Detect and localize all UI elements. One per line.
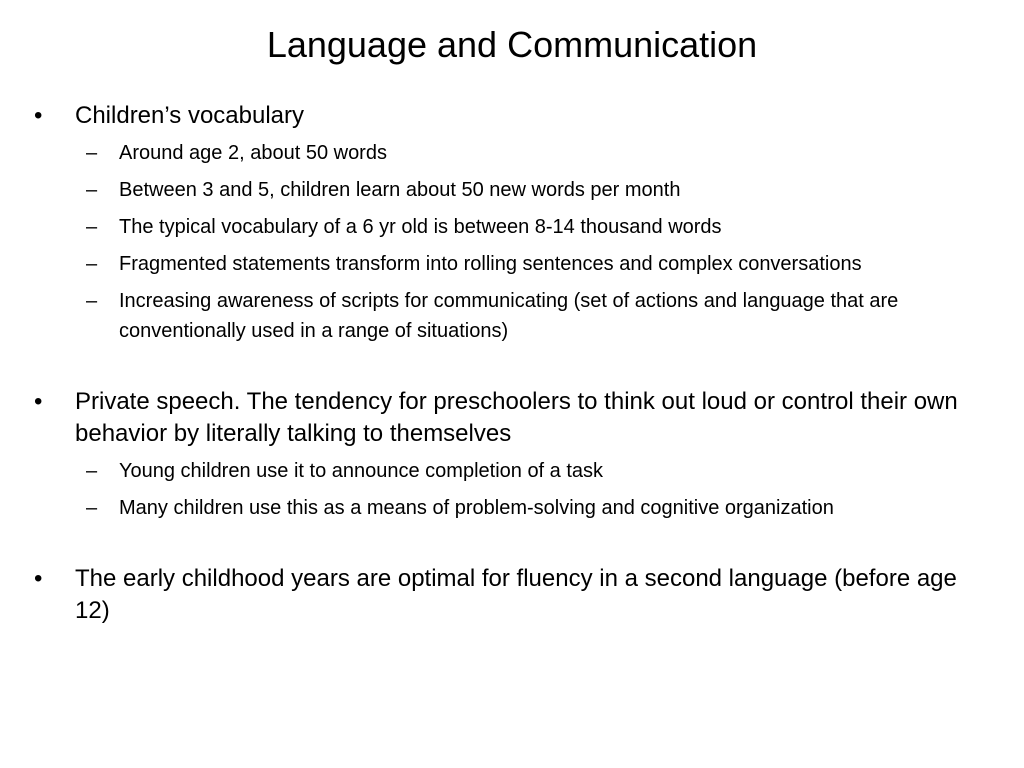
bullet-text: Children’s vocabulary — [75, 102, 305, 129]
sub-bullet-item — [34, 175, 984, 205]
sub-bullet-item — [34, 286, 984, 346]
spacer — [34, 523, 984, 563]
spacer — [34, 346, 984, 386]
bullet-text: The early childhood years are optimal for fluency in a second language (before age 12) — [75, 565, 957, 624]
sub-bullet-text: Around age 2, about 50 words — [119, 142, 387, 164]
sub-bullet-item — [34, 249, 984, 279]
sub-bullet-text: Increasing awareness of scripts for communicating (set of actions and language that are conventionally used in a range of situations) — [119, 290, 899, 342]
dash-glyph: – — [86, 142, 98, 164]
dash-glyph: – — [86, 216, 98, 238]
dash-glyph: – — [86, 460, 98, 482]
bullet-glyph: • — [34, 102, 43, 129]
bullet-glyph: • — [34, 388, 43, 415]
bullet-glyph: • — [34, 565, 43, 592]
dash-glyph: – — [86, 179, 98, 201]
sub-bullet-text: Between 3 and 5, children learn about 50 new words per month — [119, 179, 681, 201]
sub-bullet-item — [34, 212, 984, 242]
slide-body — [34, 100, 984, 627]
sub-bullet-text: Young children use it to announce completion of a task — [119, 460, 604, 482]
bullet-item — [34, 563, 984, 627]
sub-list — [34, 456, 984, 523]
bullet-item — [34, 100, 984, 132]
sub-bullet-item — [34, 138, 984, 168]
sub-bullet-text: The typical vocabulary of a 6 yr old is between 8-14 thousand words — [119, 216, 722, 238]
sub-bullet-item — [34, 456, 984, 486]
bullet-text: Private speech. The tendency for preschoolers to think out loud or control their own behavior by literally talking to themselves — [75, 388, 958, 447]
dash-glyph: – — [86, 497, 98, 519]
dash-glyph: – — [86, 290, 98, 312]
sub-bullet-text: Fragmented statements transform into rolling sentences and complex conversations — [119, 253, 862, 275]
slide-title: Language and Communication — [266, 24, 758, 65]
dash-glyph: – — [86, 253, 98, 275]
sub-list — [34, 138, 984, 346]
bullet-item — [34, 386, 984, 450]
sub-bullet-item — [34, 493, 984, 523]
sub-bullet-text: Many children use this as a means of problem-solving and cognitive organization — [119, 497, 834, 519]
